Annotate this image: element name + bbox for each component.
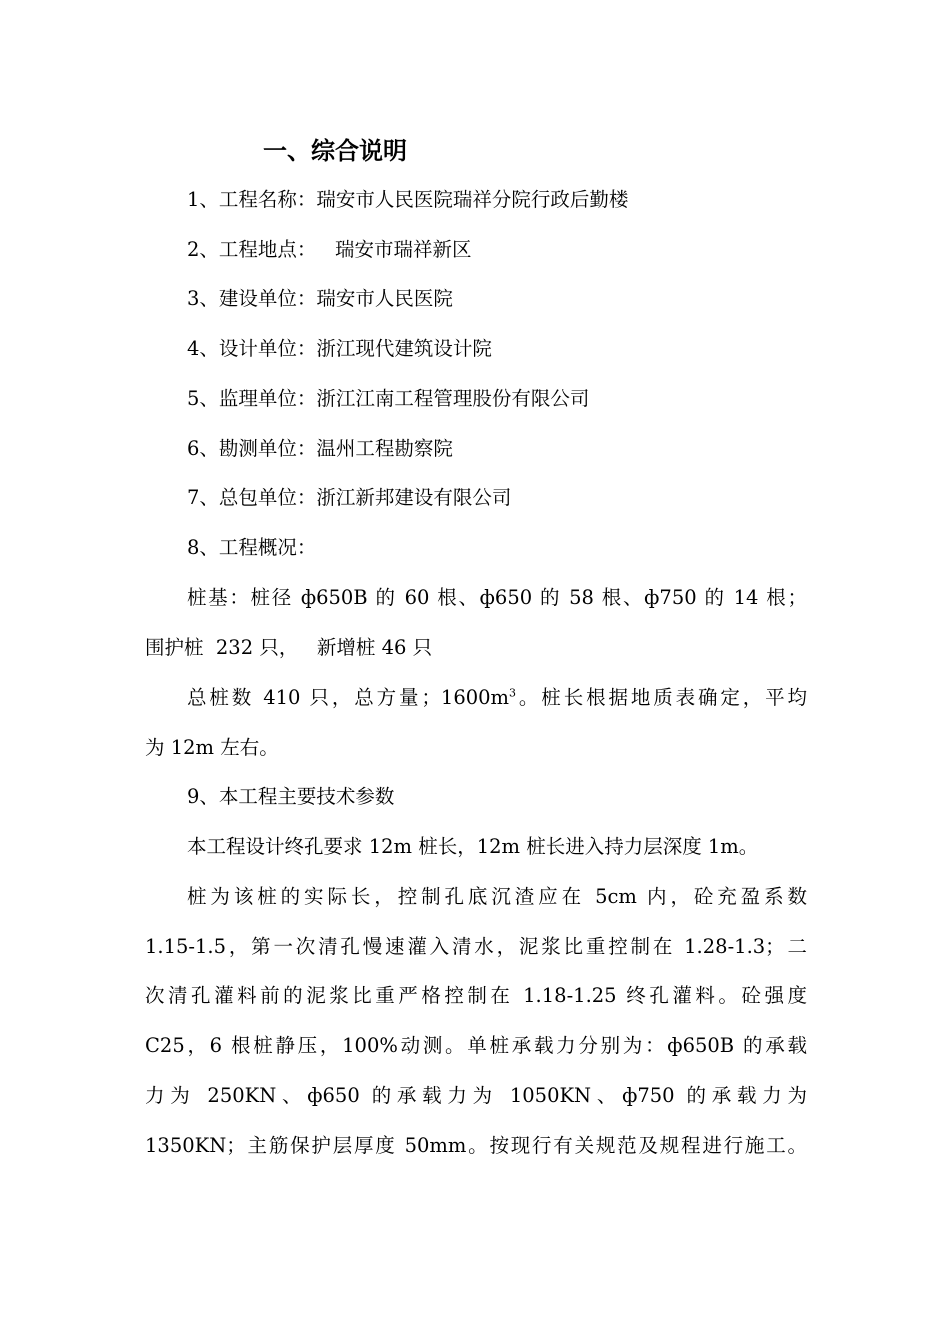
pile-line-3 — [187, 683, 807, 713]
pile-total-text: 总桩数 410 只，总方量；1600m — [187, 686, 510, 709]
params-p1: 本工程设计终孔要求 12m 桩长，12m 桩长进入持力层深度 1m。 — [187, 835, 759, 858]
supervision-unit: 5、监理单位：浙江江南工程管理股份有限公司 — [187, 387, 590, 410]
survey-unit: 6、勘测单位：温州工程勘察院 — [187, 437, 453, 460]
design-unit: 4、设计单位：浙江现代建筑设计院 — [187, 337, 492, 360]
project-overview-heading: 8、工程概况： — [187, 536, 317, 559]
project-name: 1、工程名称：瑞安市人民医院瑞祥分院行政后勤楼 — [187, 188, 629, 211]
project-location: 2、工程地点： 瑞安市瑞祥新区 — [187, 238, 472, 261]
pile-length-text: 。桩长根据地质表确定，平均 — [516, 686, 807, 709]
contractor-unit: 7、总包单位：浙江新邦建设有限公司 — [187, 486, 512, 509]
params-heading: 9、本工程主要技术参数 — [187, 785, 395, 808]
pile-line-4: 为 12m 左右。 — [145, 736, 279, 759]
params-p2-line-5: 力为 250KN、ф650 的承载力为 1050KN、ф750 的承载力为 — [145, 1084, 807, 1107]
params-p2-line-2: 1.15-1.5，第一次清孔慢速灌入清水，泥浆比重控制在 1.28-1.3；二 — [145, 935, 807, 958]
owner-unit: 3、建设单位：瑞安市人民医院 — [187, 287, 453, 310]
params-p2-line-3: 次清孔灌料前的泥浆比重严格控制在 1.18-1.25 终孔灌料。砼强度 — [145, 984, 807, 1007]
cubic-superscript: 3 — [509, 686, 517, 700]
pile-line-1: 桩基：桩径 ф650B 的 60 根、ф650 的 58 根、ф750 的 14 根； — [187, 586, 807, 609]
params-p2-line-1: 桩为该桩的实际长，控制孔底沉渣应在 5cm 内，砼充盈系数 — [187, 885, 807, 908]
params-p2-line-4: C25，6 根桩静压，100%动测。单桩承载力分别为：ф650B 的承载 — [145, 1034, 807, 1057]
section-title: 一、综合说明 — [263, 136, 407, 165]
params-p2-line-6: 1350KN；主筋保护层厚度 50mm。按现行有关规范及规程进行施工。 — [145, 1134, 807, 1157]
pile-line-2: 围护桩 232 只， 新增桩 46 只 — [145, 636, 433, 659]
